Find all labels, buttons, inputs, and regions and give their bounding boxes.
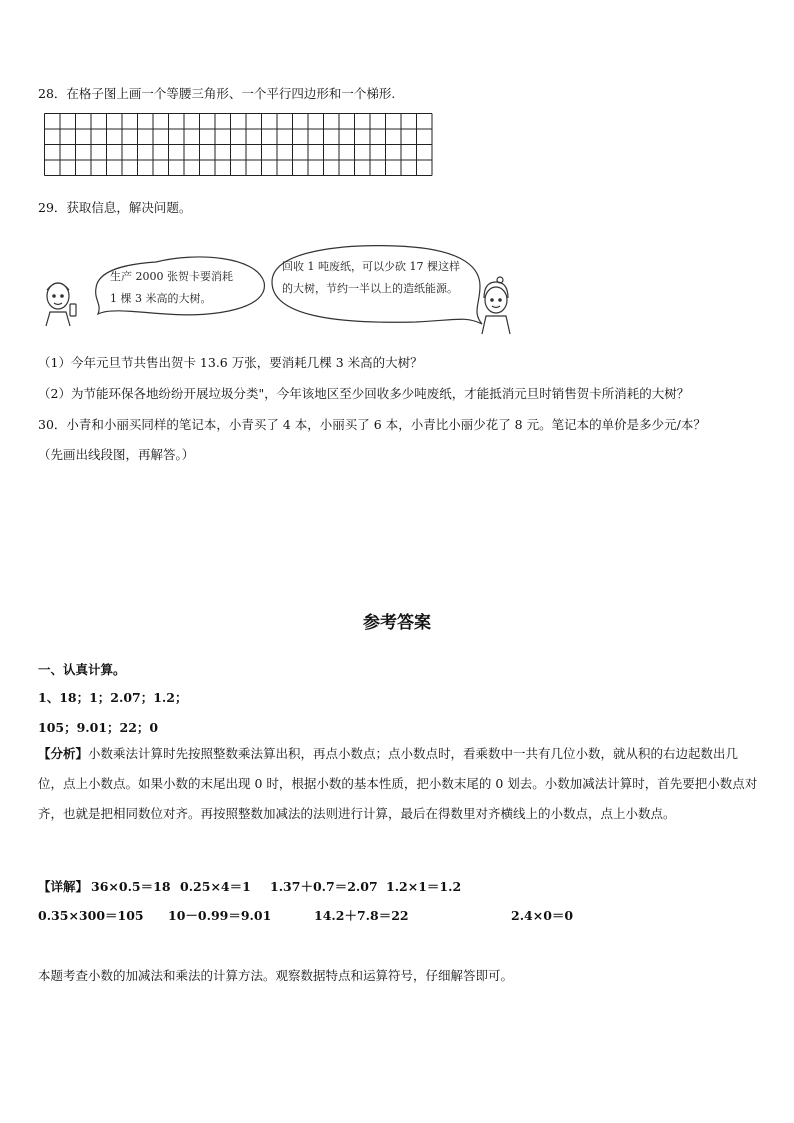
detail-eq-1: 36×0.5＝18: [91, 879, 171, 894]
analysis-tag: 【分析】: [38, 746, 89, 761]
detail-eq-7: 14.2＋7.8＝22: [314, 908, 409, 923]
answer-line-2: 105；9.01；22；0: [38, 720, 159, 735]
left-speech-bubble: [96, 257, 265, 315]
analysis-paragraph: [38, 739, 760, 829]
detail-eq-2: 0.25×4＝1: [180, 879, 251, 894]
bubble-left-line-1: 生产 2000 张贺卡要消耗: [110, 270, 233, 283]
question-29-sub-1: （1）今年元旦节共售出贺卡 13.6 万张，要消耗几棵 3 米高的大树？: [38, 355, 423, 370]
question-29: 29．获取信息，解决问题。: [38, 200, 192, 215]
answer-line-1: 1、18；1；2.07；1.2；: [38, 690, 188, 705]
section-1-heading: 一、认真计算。: [38, 662, 126, 677]
question-28: 28．在格子图上画一个等腰三角形、一个平行四边形和一个梯形.: [38, 86, 396, 101]
question-29-sub-2: （2）为节能环保各地纷纷开展垃圾分类"，今年该地区至少回收多少吨废纸，才能抵消元旦时销售贺卡所消耗的大树？: [38, 386, 690, 401]
detail-eq-3: 1.37＋0.7＝2.07: [270, 879, 378, 894]
answers-title: 参考答案: [363, 613, 431, 633]
detail-tag: 【详解】: [38, 879, 89, 894]
question-30: 30．小青和小丽买同样的笔记本，小青买了 4 本，小丽买了 6 本，小青比小丽少花了 8 元。笔记本的单价是多少元/本？: [38, 417, 706, 432]
girl-figure-icon: [482, 277, 510, 334]
boy-figure-icon: [46, 283, 76, 326]
detail-eq-6: 10－0.99＝9.01: [168, 908, 272, 923]
detail-eq-4: 1.2×1＝1.2: [386, 879, 462, 894]
speech-illustration: [36, 242, 526, 342]
summary: 本题考查小数的加减法和乘法的计算方法。观察数据特点和运算符号，仔细解答即可。: [38, 968, 514, 983]
square-grid: [44, 113, 434, 179]
detail-eq-8: 2.4×0＝0: [511, 908, 574, 923]
detail-eq-5: 0.35×300＝105: [38, 908, 144, 923]
bubble-right-line-1: 回收 1 吨废纸，可以少砍 17 棵这样: [282, 260, 460, 273]
bubble-left-line-2: 1 棵 3 米高的大树。: [110, 292, 212, 305]
question-30-note: （先画出线段图，再解答。）: [38, 447, 195, 462]
bubble-right-line-2: 的大树，节约一半以上的造纸能源。: [282, 282, 458, 295]
analysis-text: 小数乘法计算时先按照整数乘法算出积，再点小数点；点小数点时，看乘数中一共有几位小数，就从积的右边起数出几位，点上小数点。如果小数的末尾出现 0 时，根据小数的基本性质，把小数末尾的 0 划去。小数加减法计算时，首先要把小数点对齐，也就是把相同数位对齐。再按照整数加减法的法则进行计算，最后在得数里对齐横线上的小数点，点上小数点。: [38, 746, 758, 821]
